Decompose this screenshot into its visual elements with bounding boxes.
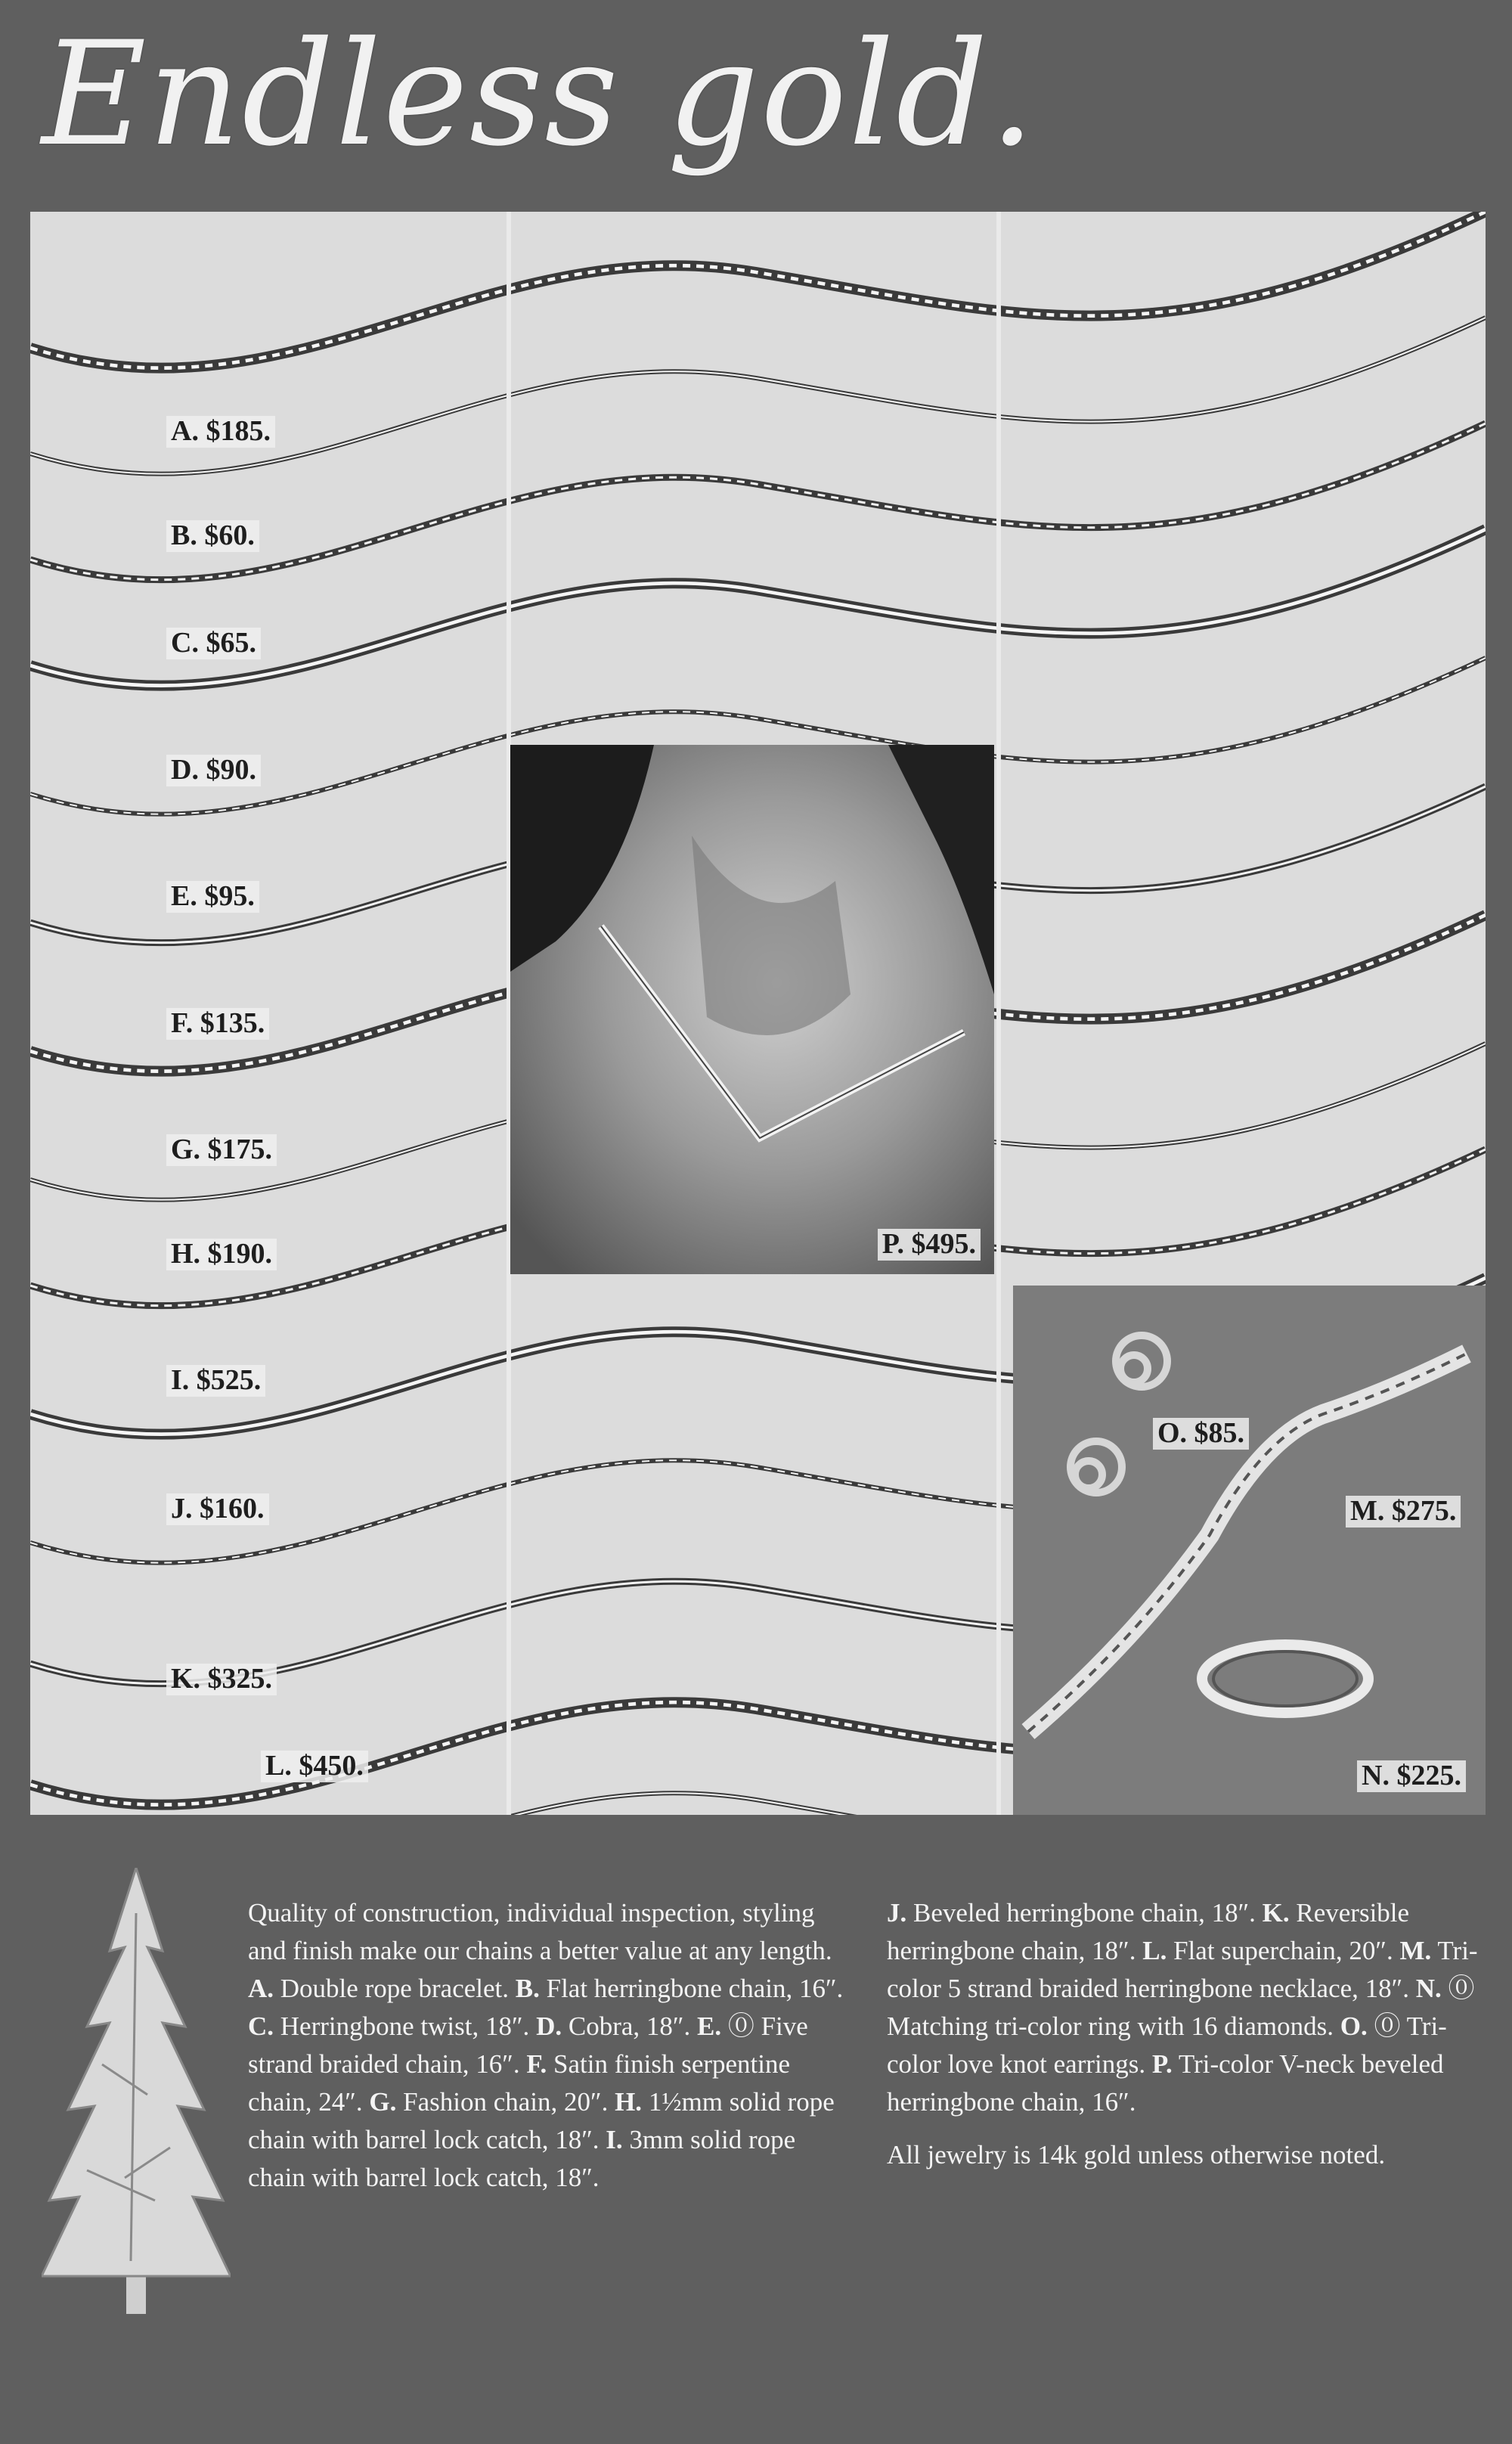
chains-photo	[30, 212, 1486, 1815]
photo-divider	[996, 212, 1001, 1815]
price-tag-k: K. $325.	[166, 1664, 277, 1695]
item-letter: K.	[1262, 1898, 1290, 1928]
description-text: 3mm solid rope chain with barrel lock catch, 18″.	[248, 2125, 796, 2192]
item-letter: D.	[536, 2011, 562, 2041]
item-letter: B.	[515, 1974, 540, 2003]
price-tag-o: O. $85.	[1153, 1418, 1249, 1450]
description_left-paragraph	[248, 1894, 845, 2197]
price-tag-l: L. $450.	[261, 1751, 368, 1782]
description-text: Double rope bracelet.	[274, 1974, 516, 2003]
description-text: ⓪ Five strand braided chain, 16″.	[248, 2011, 808, 2079]
chain-strand	[30, 529, 1486, 686]
price-tag-g: G. $175.	[166, 1134, 277, 1166]
description-text: Herringbone twist, 18″.	[274, 2011, 537, 2041]
price-tag-n: N. $225.	[1357, 1760, 1466, 1792]
description-text: Fashion chain, 20″.	[396, 2087, 615, 2117]
item-letter: J.	[887, 1898, 907, 1928]
pine-tree-icon	[42, 1868, 231, 2321]
description-text: 1½mm solid rope chain with barrel lock catch, 18″.	[248, 2087, 835, 2154]
price-tag-c: C. $65.	[166, 628, 261, 659]
price-tag-e: E. $95.	[166, 881, 259, 913]
item-letter: L.	[1142, 1936, 1167, 1965]
description-text: Cobra, 18″.	[562, 2011, 697, 2041]
chain-highlight	[30, 318, 1486, 474]
description-right-column	[887, 1894, 1484, 2189]
item-letter: I.	[606, 2125, 623, 2154]
description-text: Flat herringbone chain, 16″.	[539, 1974, 844, 2003]
price-tag-j: J. $160.	[166, 1493, 269, 1525]
price-tag-m: M. $275.	[1346, 1496, 1461, 1528]
description-text: ⓪ Matching tri-color ring with 16 diamonds.	[887, 1974, 1475, 2041]
item-letter: O.	[1340, 2011, 1368, 2041]
jewelry-photo	[1013, 1286, 1486, 1815]
price-tag-p: P. $495.	[878, 1229, 981, 1261]
item-letter: P.	[1151, 2049, 1173, 2079]
item-letter: N.	[1415, 1974, 1442, 2003]
price-tag-a: A. $185.	[166, 416, 275, 448]
item-letter: H.	[615, 2087, 643, 2117]
chain-strand	[30, 212, 1486, 368]
description-text: Tri-color V-neck beveled herringbone chain, 16″.	[887, 2049, 1444, 2117]
chain-strand	[30, 318, 1486, 474]
description-text: Flat superchain, 20″.	[1167, 1936, 1400, 1965]
price-tag-h: H. $190.	[166, 1239, 277, 1270]
item-letter: G.	[369, 2087, 397, 2117]
item-letter: A.	[248, 1974, 274, 2003]
description-text: Tri-color 5 strand braided herringbone necklace, 18″.	[887, 1936, 1478, 2003]
item-letter: E.	[696, 2011, 722, 2041]
description-text: ⓪ Tri-color love knot earrings.	[887, 2011, 1447, 2079]
jewelry-image	[1013, 1286, 1486, 1815]
price-tag-b: B. $60.	[166, 520, 259, 552]
price-tag-d: D. $90.	[166, 755, 261, 786]
description-left-column	[248, 1894, 845, 2212]
description_right-paragraph	[887, 2136, 1484, 2174]
item-letter: M.	[1399, 1936, 1432, 1965]
description-text: Reversible herringbone chain, 18″.	[887, 1898, 1410, 1965]
necklace-photo	[510, 745, 994, 1274]
item-letter: F.	[526, 2049, 547, 2079]
price-tag-f: F. $135.	[166, 1008, 269, 1040]
description-text: Quality of construction, individual inspection, styling and finish make our chains a better value at any length.	[248, 1898, 832, 1965]
description-text: Beveled herringbone chain, 18″.	[906, 1898, 1263, 1928]
price-tag-i: I. $525.	[166, 1365, 265, 1397]
item-letter: C.	[248, 2011, 274, 2041]
description-text: All jewelry is 14k gold unless otherwise noted.	[887, 2140, 1386, 2170]
necklace-image	[510, 745, 994, 1274]
page-title: Endless gold.	[42, 11, 1037, 178]
description_right-paragraph	[887, 1894, 1484, 2121]
description-text: Satin finish serpentine chain, 24″.	[248, 2049, 791, 2117]
